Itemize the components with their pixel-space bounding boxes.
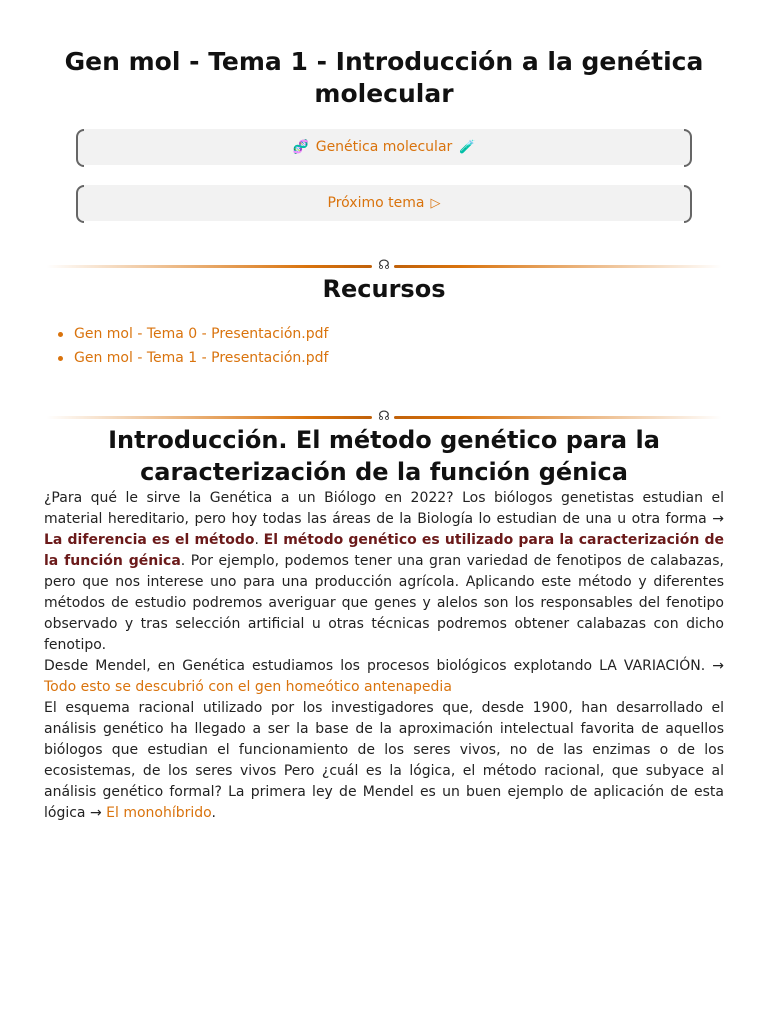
- resource-link-label: Gen mol - Tema 0 - Presentación.pdf: [74, 326, 329, 342]
- paragraph-text: .: [254, 532, 264, 548]
- intro-paragraph-3: [44, 698, 724, 824]
- intro-paragraph-1: [44, 488, 724, 656]
- ornament-icon: ☊: [378, 258, 390, 273]
- test-tube-icon: 🧪: [459, 139, 476, 155]
- resource-link[interactable]: [74, 346, 724, 370]
- divider-line-left: [46, 416, 372, 419]
- page-title: Gen mol - Tema 1 - Introducción a la genética molecular: [64, 47, 704, 108]
- resource-link-label: Gen mol - Tema 1 - Presentación.pdf: [74, 350, 329, 366]
- highlight-method: El método genético es utilizado para la caracterización de la función génica: [44, 532, 724, 569]
- intro-paragraph-2: [44, 656, 724, 698]
- proximo-tema-button[interactable]: [78, 185, 690, 221]
- genetica-molecular-label: Genética molecular: [315, 139, 453, 155]
- paragraph-text: . Por ejemplo, podemos tener una gran variedad de fenotipos de calabazas, pero que nos interese uno para una producción agrícola. Aplicando este método y diferentes métodos de estudio podremos averiguar que genes y alelos son los responsables del fenotipo observado y tras selección artificial u otras técnicas podremos obtener calabazas con dicho fenotipo.: [44, 553, 725, 653]
- paragraph-text: .: [211, 805, 216, 821]
- paragraph-text: Desde Mendel, en Genética estudiamos los procesos biológicos explotando LA VARIACIÓN. →: [44, 658, 724, 674]
- paragraph-text: El esquema racional utilizado por los investigadores que, desde 1900, han desarrollado el análisis genético ha llegado a ser la base de la aproximación intelectual favorita de aquellos biólogos que estudian el funcionamiento de los seres vivos, no de las enzimas o de los ecosistemas, de los seres vivos Pero ¿cuál es la lógica, el método racional, que subyace al análisis genético formal? La primera ley de Mendel es un buen ejemplo de aplicación de esta lógica →: [44, 700, 724, 821]
- divider-line-right: [394, 416, 722, 419]
- divider-line-left: [46, 265, 372, 268]
- section-divider: [46, 259, 722, 273]
- genetica-molecular-button[interactable]: [78, 129, 690, 165]
- resources-title: Recursos: [322, 275, 446, 303]
- ornament-icon: ☊: [378, 409, 390, 424]
- dna-icon: 🧬: [292, 139, 309, 155]
- divider-line-right: [394, 265, 722, 268]
- antenapedia-link[interactable]: Todo esto se descubrió con el gen homeótico antenapedia: [44, 679, 452, 695]
- play-icon: ▷: [430, 195, 441, 211]
- section-divider: [46, 410, 722, 424]
- monohibrido-link[interactable]: El monohíbrido: [106, 805, 212, 821]
- resource-link[interactable]: [74, 322, 724, 346]
- intro-title: Introducción. El método genético para la caracterización de la función génica: [108, 426, 660, 486]
- proximo-tema-label: Próximo tema: [327, 195, 425, 211]
- highlight-difference: La diferencia es el método: [44, 532, 255, 548]
- resources-list: [44, 322, 724, 370]
- paragraph-text: ¿Para qué le sirve la Genética a un Biólogo en 2022? Los biólogos genetistas estudian el material hereditario, pero hoy todas las áreas de la Biología lo estudian de una u otra forma →: [44, 490, 724, 527]
